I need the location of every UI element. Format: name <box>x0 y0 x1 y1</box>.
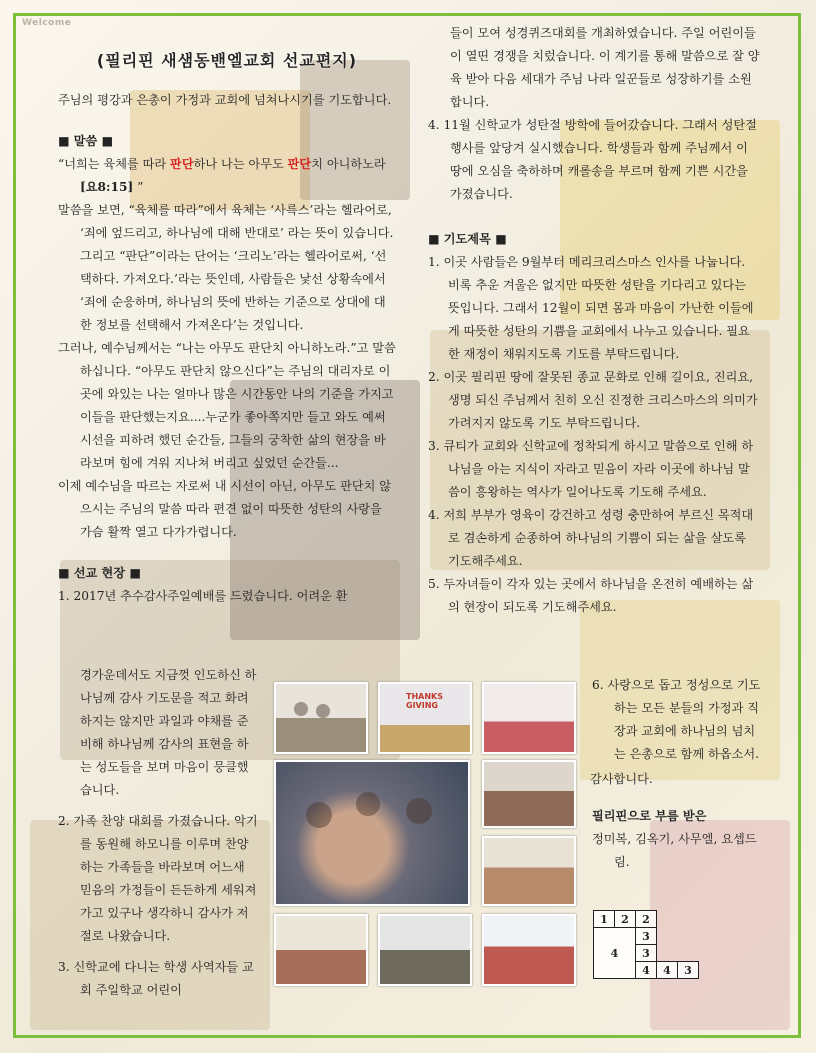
mission-item-4: 4. 11월 신학교가 성탄절 방학에 들어갔습니다. 그래서 성탄절 행사를 앞당겨 실시했습니다. 학생들과 함께 주님께서 이 땅에 오심을 축하하며 캐롤송을 부르며 함께 기쁜 시간을 가졌습니다. <box>428 118 757 201</box>
word-paragraph: 말씀을 보면, “육체를 따라”에서 육체는 ‘사륵스’라는 헬라어로, ‘죄에 엎드리고, 하나님에 대해 반대로’ 라는 뜻이 있습니다. 그리고 “판단”이라는 단어는 ‘크리노’라는 헬라어로써, ‘선택하다. 가져오다.’라는 뜻인데, 사람들은 낯선 상황속에서 ‘죄에 순응하며, 하나님의 뜻에 반하는 기준으로 상대에 대한 정보를 선택해서 가져온다’는 것입니다. <box>58 203 394 332</box>
signature-names: 정미복, 김옥기, 사무엘, 요셉드림. <box>592 832 757 869</box>
grid-cell: 1 <box>594 911 615 928</box>
prayer-heading: ■ 기도제목 ■ <box>428 232 507 246</box>
page-title: (필리핀 새샘동밴엘교회 선교편지) <box>96 51 358 70</box>
mission-item-3-tail: 들이 모여 성경퀴즈대회를 개최하였습니다. 주일 어린이들이 열띤 경쟁을 치렀습니다. 이 계기를 통해 말씀으로 잘 양육 받아 다음 세대가 주님 나라 일꾼들로 성장하기를 소원합니다. <box>450 26 760 109</box>
prayer-list <box>428 251 760 619</box>
mission-heading: ■ 선교 현장 ■ <box>58 566 141 580</box>
word-paragraph: 그러나, 예수님께서는 “나는 아무도 판단치 아니하노라.”고 말씀하십니다. “아무도 판단치 않으신다”는 주님의 대리자로 이곳에 와있는 나는 얼마나 많은 시간동안 나의 기준을 가지고 이들을 판단했는지요....누군가 좋아쪽지만 들고 와도 예써 시선을 피하려 했던 순간들, 그들의 궁착한 삶의 현장을 바라보며 힘에 겨워 지나쳐 버리고 싶었던 순간들... <box>58 341 396 470</box>
grid-cell: 2 <box>636 911 657 928</box>
mission-item-1-rest: 경가운데서도 지금껏 인도하신 하나님께 감사 기도문을 적고 화려하지는 않지만 과일과 야채를 준비해 하나님께 감사의 표현을 하는 성도들을 보며 마음이 뭉클했습니다. <box>80 668 257 797</box>
mission-item-3-head: 3. 신학교에 다니는 학생 사역자들 교회 주일학교 어린이 <box>58 960 254 997</box>
greeting: 주님의 평강과 은총이 가정과 교회에 넘쳐나시기를 기도합니다. <box>58 93 392 107</box>
photo-quiz-classroom <box>482 760 576 828</box>
photo-figure <box>356 792 380 816</box>
prayer-final-column <box>592 674 764 874</box>
photo-congregation <box>274 914 368 986</box>
verse-reference: [요8:15] <box>80 180 134 194</box>
verse-judge-emphasis: 판단 <box>287 157 312 171</box>
prayer-item: 1. 이곳 사람들은 9월부터 메리크리스마스 인사를 나눕니다. 비록 추운 겨울은 없지만 따뜻한 성탄을 기다리고 있다는 뜻입니다. 그래서 12월이 되면 몸과 마음이 가난한 이들에게 따뜻한 성탄의 기쁨을 교회에서 나누고 있습니다. 필요한 재정이 채워지도록 기도를 부탁드립니다. <box>428 255 754 361</box>
photo-family-praise <box>274 760 470 906</box>
verse-part: 하나 나는 아무도 <box>193 157 288 171</box>
verse-part: “너희는 육체를 따라 <box>58 157 171 171</box>
word-heading: ■ 말씀 ■ <box>58 134 114 148</box>
photo-figure <box>306 802 332 828</box>
photo-christmas-event <box>378 914 472 986</box>
photo-figure <box>294 702 308 716</box>
thanks-text: 감사합니다. <box>590 772 653 786</box>
grid-cell: 3 <box>636 928 657 945</box>
left-column <box>58 48 396 608</box>
photo-banner-text: THANKS GIVING <box>406 692 443 710</box>
scripture-verse <box>58 153 396 199</box>
mission-item-2: 2. 가족 찬양 대회를 가졌습니다. 악기를 동원해 하모니를 이루며 찬양하는 가족들을 바라보며 어느새 믿음의 가정들이 든든하게 세워져 가고 있구나 생각하니 감사가 저절로 나왔습니다. <box>58 814 258 943</box>
signature-heading: 필리핀으로 부름 받은 <box>592 809 707 823</box>
verse-part: ” <box>133 180 144 194</box>
mission-narrow-column <box>58 664 258 1002</box>
grid-cell: 3 <box>678 962 699 979</box>
grid-cell: 4 <box>657 962 678 979</box>
grid-cell: 4 <box>594 928 636 979</box>
photo-figure <box>406 798 432 824</box>
grid-cell: 4 <box>636 962 657 979</box>
photo-thanksgiving-family <box>274 682 368 754</box>
watermark: Welcome <box>22 18 72 28</box>
prayer-item: 4. 저희 부부가 영육이 강건하고 성령 충만하여 부르신 목적대로 겸손하게 순종하여 하나님의 기쁨이 되는 삶을 살도록 기도해주세요. <box>428 508 754 568</box>
prayer-item: 2. 이곳 필리핀 땅에 잘못된 종교 문화로 인해 길이요, 진리요, 생명 되신 주님께서 친히 오신 진정한 크리스마스의 의미가 가려지지 않도록 기도 부탁드립니다. <box>428 370 758 430</box>
photo-children-singing <box>482 682 576 754</box>
grid-cell: 2 <box>615 911 636 928</box>
word-paragraph: 이제 예수님을 따르는 자로써 내 시선이 아닌, 아무도 판단치 않으시는 주님의 말씀 따라 편견 없이 따뜻한 성탄의 사랑을 가슴 활짝 열고 다가가렵니다. <box>58 479 392 539</box>
verse-part: 치 아니하노라 <box>311 157 386 171</box>
grid-cell: 3 <box>636 945 657 962</box>
photo-layout-key <box>593 910 699 979</box>
right-column <box>428 22 760 619</box>
photo-group <box>482 914 576 986</box>
prayer-item-6: 6. 사랑으로 돕고 정성으로 기도하는 모든 분들의 가정과 직장과 교회에 하나님의 넘치는 은총으로 함께 하옵소서. <box>592 678 761 761</box>
prayer-item: 5. 두자녀들이 각자 있는 곳에서 하나님을 온전히 예배하는 삶의 현장이 되도록 기도해주세요. <box>428 577 754 614</box>
mission-item-1-intro: 1. 2017년 추수감사주일예배를 드렸습니다. 어려운 환 <box>58 589 348 603</box>
prayer-item: 3. 큐티가 교회와 신학교에 정착되게 하시고 말씀으로 인해 하나님을 아는 지식이 자라고 믿음이 자라 이곳에 하나님 말씀이 흥왕하는 역사가 일어나도록 기도해 주세요. <box>428 439 754 499</box>
photo-figure <box>316 704 330 718</box>
verse-judge-emphasis: 판단 <box>170 157 194 171</box>
photo-thanksgiving-altar <box>378 682 472 754</box>
photo-quiz-students <box>482 836 576 906</box>
